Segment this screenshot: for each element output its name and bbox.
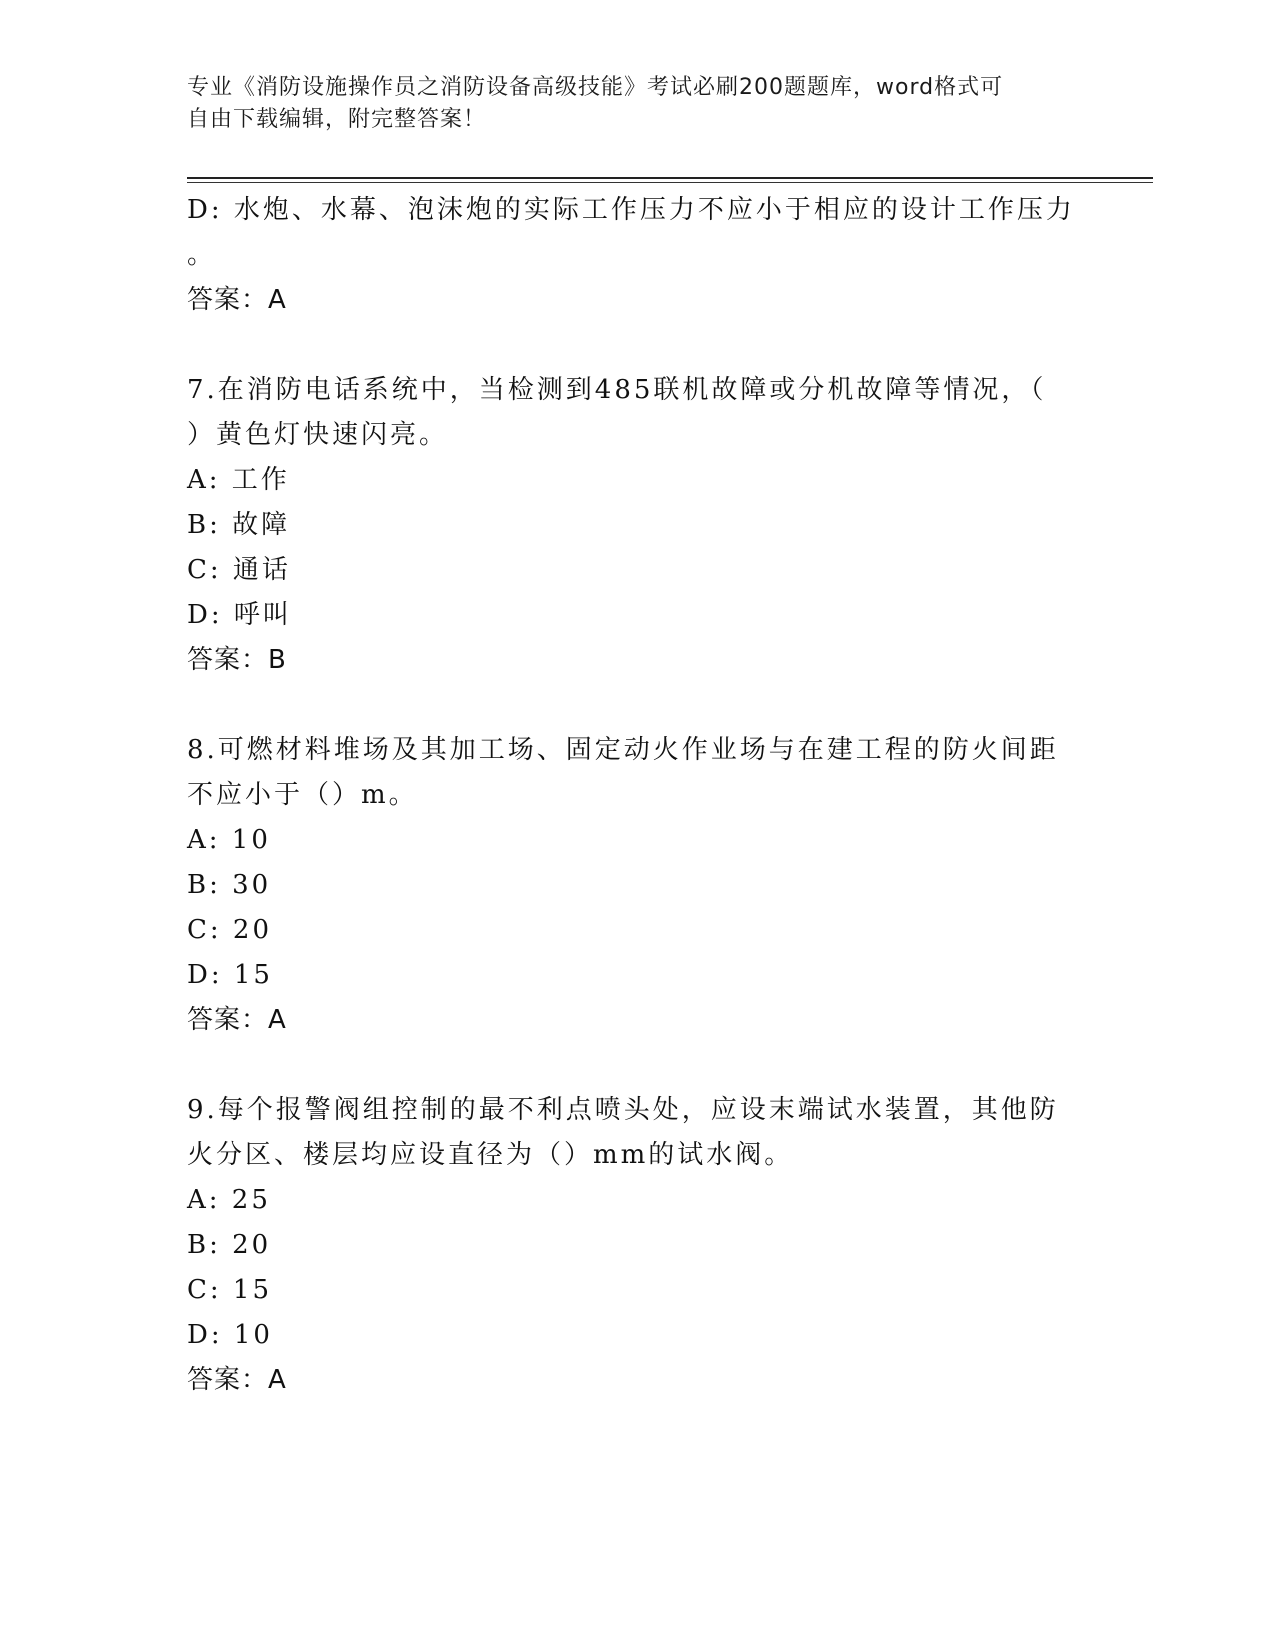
option-d: D: 10	[187, 1320, 273, 1350]
option-c: C: 通话	[187, 555, 291, 585]
question-9	[187, 1088, 1087, 1403]
option-c: C: 20	[187, 915, 273, 945]
previous-question-tail	[187, 188, 1087, 323]
question-8	[187, 728, 1087, 1043]
question-stem-line-1: 8.可燃材料堆场及其加工场、固定动火作业场与在建工程的防火间距	[187, 735, 1059, 765]
answer-line: 答案：B	[187, 645, 287, 675]
option-d: D: 呼叫	[187, 600, 292, 630]
option-a: A: 10	[187, 825, 271, 855]
answer-line: 答案：A	[187, 1365, 287, 1395]
spacer	[187, 323, 1087, 368]
option-c: C: 15	[187, 1275, 273, 1305]
option-a: A: 25	[187, 1185, 271, 1215]
question-stem-line-2: 火分区、楼层均应设直径为（）mm的试水阀。	[187, 1140, 794, 1170]
option-d: D: 15	[187, 960, 273, 990]
header-line-1: 专业《消防设施操作员之消防设备高级技能》考试必刷200题题库，word格式可	[187, 75, 1004, 100]
spacer	[187, 683, 1087, 728]
question-stem-line-1: 9.每个报警阀组控制的最不利点喷头处，应设末端试水装置，其他防	[187, 1095, 1059, 1125]
question-stem-line-2: ）黄色灯快速闪亮。	[187, 420, 449, 450]
document-header	[187, 72, 1067, 136]
option-b: B: 20	[187, 1230, 272, 1260]
option-a: A: 工作	[187, 465, 290, 495]
option-b: B: 30	[187, 870, 272, 900]
header-line-2: 自由下载编辑，附完整答案！	[187, 107, 487, 132]
option-d-continuation: 。	[187, 240, 214, 270]
option-b: B: 故障	[187, 510, 291, 540]
question-content	[187, 188, 1087, 1403]
answer-line: 答案：A	[187, 285, 287, 315]
question-7	[187, 368, 1087, 683]
spacer	[187, 1043, 1087, 1088]
header-rule-thick	[187, 177, 1153, 179]
option-d: D: 水炮、水幕、泡沫炮的实际工作压力不应小于相应的设计工作压力	[187, 195, 1075, 225]
question-stem-line-1: 7.在消防电话系统中，当检测到485联机故障或分机故障等情况，（	[187, 375, 1047, 405]
answer-line: 答案：A	[187, 1005, 287, 1035]
header-rule-thin	[187, 182, 1153, 183]
question-stem-line-2: 不应小于（）m。	[187, 780, 418, 810]
